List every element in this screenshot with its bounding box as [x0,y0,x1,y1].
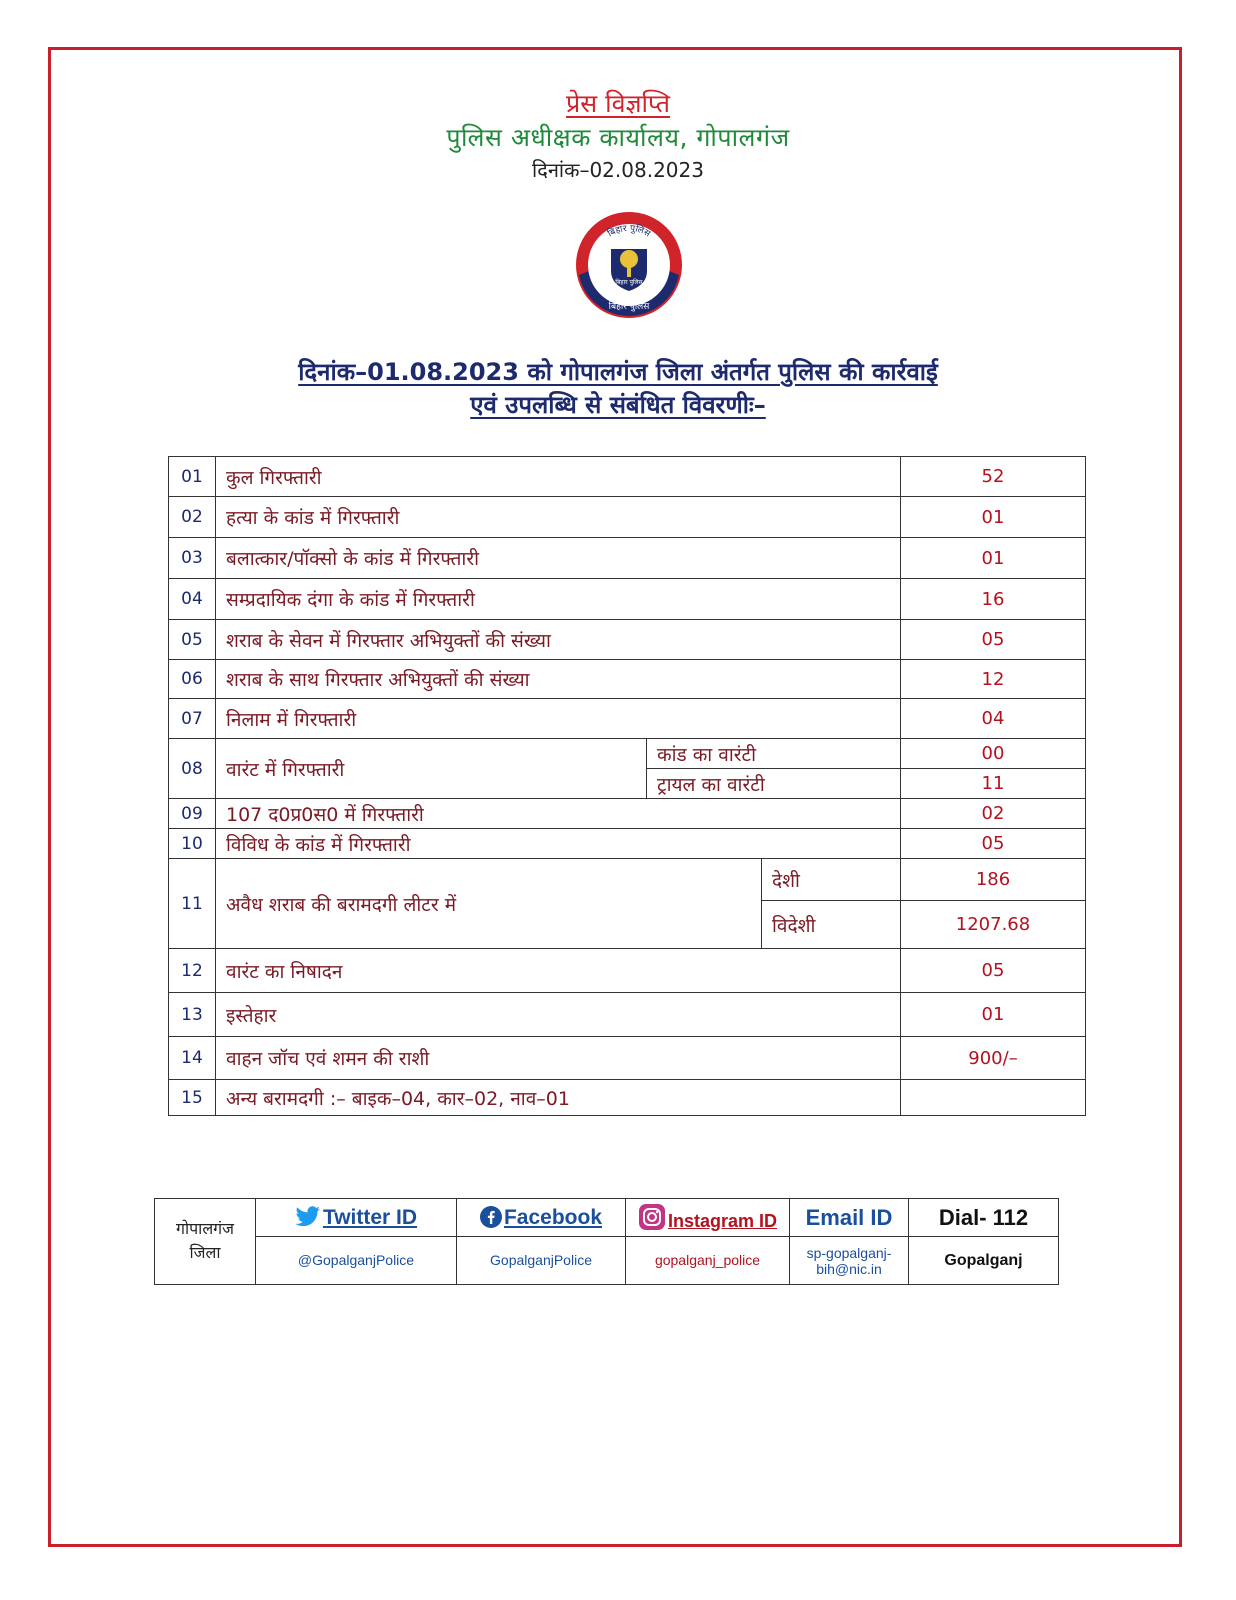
sub-label: कांड का वारंटी [647,739,901,769]
instagram-handle-cell[interactable] [626,1237,790,1285]
twitter-link[interactable] [256,1199,457,1237]
row-value: 01 [901,993,1086,1037]
row-description: इस्तेहार [216,993,901,1037]
instagram-handle[interactable]: gopalganj_police [654,1251,761,1268]
dial-location-cell [909,1237,1059,1285]
row-value: 05 [901,949,1086,993]
sub-label: ट्रायल का वारंटी [647,769,901,799]
sub-label: विदेशी [762,901,901,949]
facebook-handle[interactable]: GopalganjPolice [490,1251,592,1268]
logo-inner-text: बिहार पुलिस [615,279,643,286]
district-name: गोपालगंज [175,1220,235,1238]
row-description: विविध के कांड में गिरफ्तारी [216,829,901,859]
row-value: 52 [901,457,1086,497]
row-number: 11 [169,859,216,949]
row-number: 04 [169,579,216,620]
facebook-link[interactable] [457,1199,626,1237]
table-row [169,859,1086,901]
row-description: कुल गिरफ्तारी [216,457,901,497]
row-value: 02 [901,799,1086,829]
row-description: शराब के सेवन में गिरफ्तार अभियुक्तों की संख्या [216,620,901,660]
dial-header [909,1199,1059,1237]
row-number: 08 [169,739,216,799]
table-row [169,457,1086,497]
row-value: 900/– [901,1037,1086,1080]
row-description: वाहन जॉच एवं शमन की राशी [216,1037,901,1080]
release-date: दिनांक–02.08.2023 [532,158,704,182]
facebook-icon [480,1206,502,1228]
row-value: 01 [901,538,1086,579]
twitter-handle[interactable]: @GopalganjPolice [297,1251,415,1268]
row-value: 05 [901,829,1086,859]
email-address-line1[interactable]: sp-gopalganj- [806,1244,892,1261]
twitter-handle-cell[interactable] [256,1237,457,1285]
row-number: 06 [169,660,216,699]
email-address-cell[interactable] [790,1237,909,1285]
table-row [169,1080,1086,1116]
row-number: 09 [169,799,216,829]
facebook-handle-cell[interactable] [457,1237,626,1285]
row-value: 16 [901,579,1086,620]
row-number: 07 [169,699,216,739]
subject-line-2: एवं उपलब्धि से संबंधित विवरणीः– [470,391,766,419]
logo-bottom-text: बिहार पुलिस [608,302,650,312]
row-number: 02 [169,497,216,538]
row-value: 1207.68 [901,901,1086,949]
row-description: निलाम में गिरफ्तारी [216,699,901,739]
row-description: वारंट का निषादन [216,949,901,993]
table-row [169,497,1086,538]
row-number: 13 [169,993,216,1037]
email-label: Email ID [805,1204,893,1230]
row-value [901,1080,1086,1116]
instagram-link[interactable] [626,1199,790,1237]
twitter-label: Twitter ID [322,1205,418,1229]
row-number: 15 [169,1080,216,1116]
row-value: 04 [901,699,1086,739]
table-row [169,829,1086,859]
twitter-icon [295,1206,321,1228]
row-description: अन्य बरामदगी :– बाइक–04, कार–02, नाव–01 [216,1080,901,1116]
row-value: 05 [901,620,1086,660]
district-cell [155,1199,256,1285]
table-row [169,739,1086,769]
row-value: 01 [901,497,1086,538]
subject-line-1: दिनांक–01.08.2023 को गोपालगंज जिला अंतर्गत पुलिस की कार्रवाई [298,358,938,386]
row-number: 12 [169,949,216,993]
facebook-label: Facebook [503,1205,603,1229]
table-row [169,799,1086,829]
row-value: 12 [901,660,1086,699]
press-release-title: प्रेस विज्ञप्ति [566,89,670,118]
table-row [169,620,1086,660]
row-description: वारंट में गिरफ्तारी [216,739,647,799]
district-label: जिला [189,1244,221,1262]
table-row [169,1037,1086,1080]
row-number: 14 [169,1037,216,1080]
row-value: 186 [901,859,1086,901]
table-row [169,538,1086,579]
social-contact-table [154,1198,1059,1285]
row-description: अवैध शराब की बरामदगी लीटर में [216,859,762,949]
row-number: 01 [169,457,216,497]
logo-top-text: बिहार पुलिस [606,223,652,240]
row-value: 00 [901,739,1086,769]
row-number: 10 [169,829,216,859]
table-row [169,993,1086,1037]
bihar-police-logo [573,209,685,321]
email-address-line2[interactable]: bih@nic.in [816,1260,882,1277]
row-number: 05 [169,620,216,660]
row-number: 03 [169,538,216,579]
instagram-label: Instagram ID [667,1211,778,1231]
row-description: बलात्कार/पॉक्सो के कांड में गिरफ्तारी [216,538,901,579]
row-description: शराब के साथ गिरफ्तार अभियुक्तों की संख्या [216,660,901,699]
dial-location: Gopalganj [944,1251,1023,1269]
dial-label: Dial- 112 [938,1204,1029,1230]
stats-table [168,456,1086,1116]
table-row [169,660,1086,699]
table-row [169,579,1086,620]
row-description: 107 द0प्र0स0 में गिरफ्तारी [216,799,901,829]
sub-label: देशी [762,859,901,901]
instagram-icon [638,1203,666,1231]
row-description: हत्या के कांड में गिरफ्तारी [216,497,901,538]
office-name: पुलिस अधीक्षक कार्यालय, गोपालगंज [446,123,790,152]
table-row [169,949,1086,993]
row-description: सम्प्रदायिक दंगा के कांड में गिरफ्तारी [216,579,901,620]
row-value: 11 [901,769,1086,799]
table-row [169,699,1086,739]
email-header [790,1199,909,1237]
